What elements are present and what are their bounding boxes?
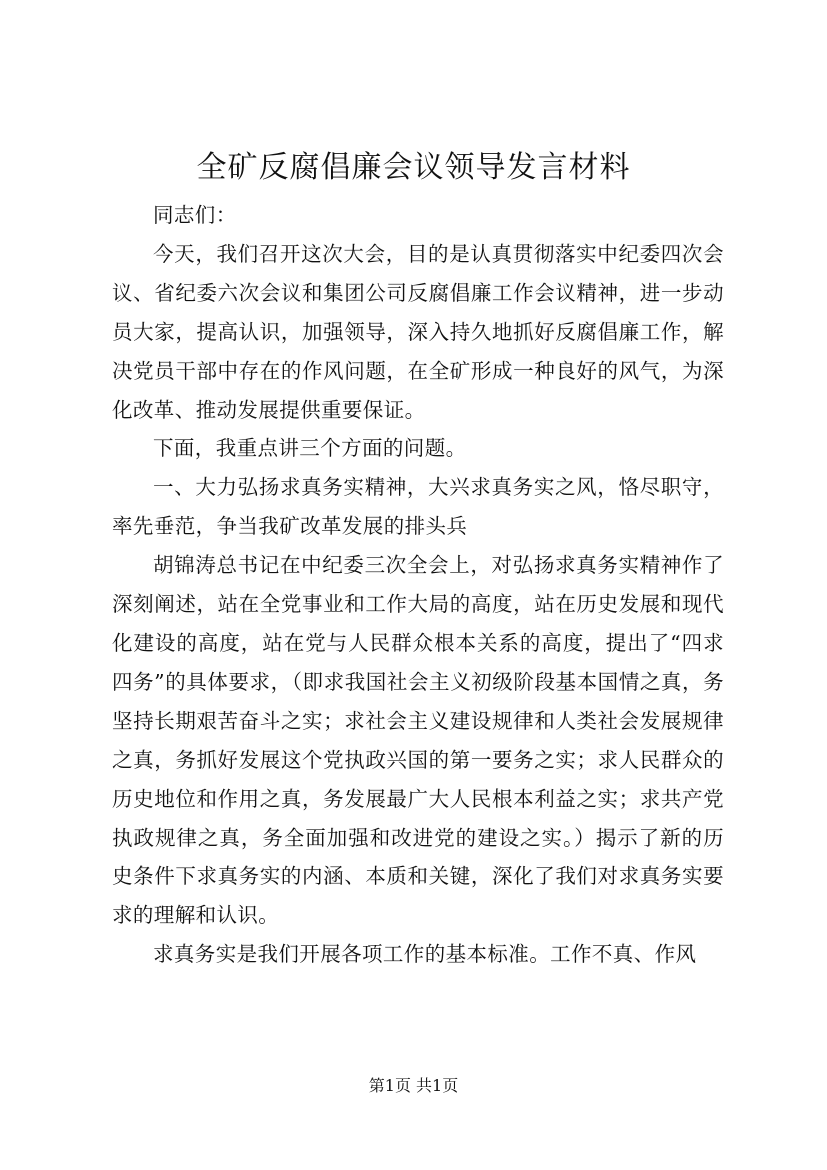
document-title: 全矿反腐倡廉会议领导发言材料 xyxy=(196,150,631,185)
document-body xyxy=(112,196,724,974)
body-paragraph: 胡锦涛总书记在中纪委三次全会上，对弘扬求真务实精神作了深刻阐述，站在全党事业和工作大局的高度，站在历史发展和现代化建设的高度，站在党与人民群众根本关系的高度，提出了“四求四务”的具体要求，（即求我国社会主义初级阶段基本国情之真，务坚持长期艰苦奋斗之实；求社会主义建设规律和人类社会发展规律之真，务抓好发展这个党执政兴国的第一要务之实；求人民群众的历史地位和作用之真，务发展最广大人民根本利益之实；求共产党执政规律之真，务全面加强和改进党的建设之实。）揭示了新的历史条件下求真务实的内涵、本质和关键，深化了我们对求真务实要求的理解和认识。 xyxy=(112,553,724,928)
section-heading: 一、大力弘扬求真务实精神，大兴求真务实之风，恪尽职守，率先垂范，争当我矿改革发展的排头兵 xyxy=(112,475,724,539)
page-footer: 第1页 共1页 xyxy=(368,1076,459,1095)
salutation-paragraph: 同志们： xyxy=(153,203,237,227)
body-paragraph: 求真务实是我们开展各项工作的基本标准。工作不真、作风 xyxy=(153,942,697,967)
body-paragraph: 今天，我们召开这次大会，目的是认真贯彻落实中纪委四次会议、省纪委六次会议和集团公司反腐倡廉工作会议精神，进一步动员大家，提高认识，加强领导，深入持久地抓好反腐倡廉工作，解决党员干部中存在的作风问题，在全矿形成一种良好的风气，为深化改革、推动发展提供重要保证。 xyxy=(112,241,724,422)
body-paragraph: 下面，我重点讲三个方面的问题。 xyxy=(153,436,467,461)
